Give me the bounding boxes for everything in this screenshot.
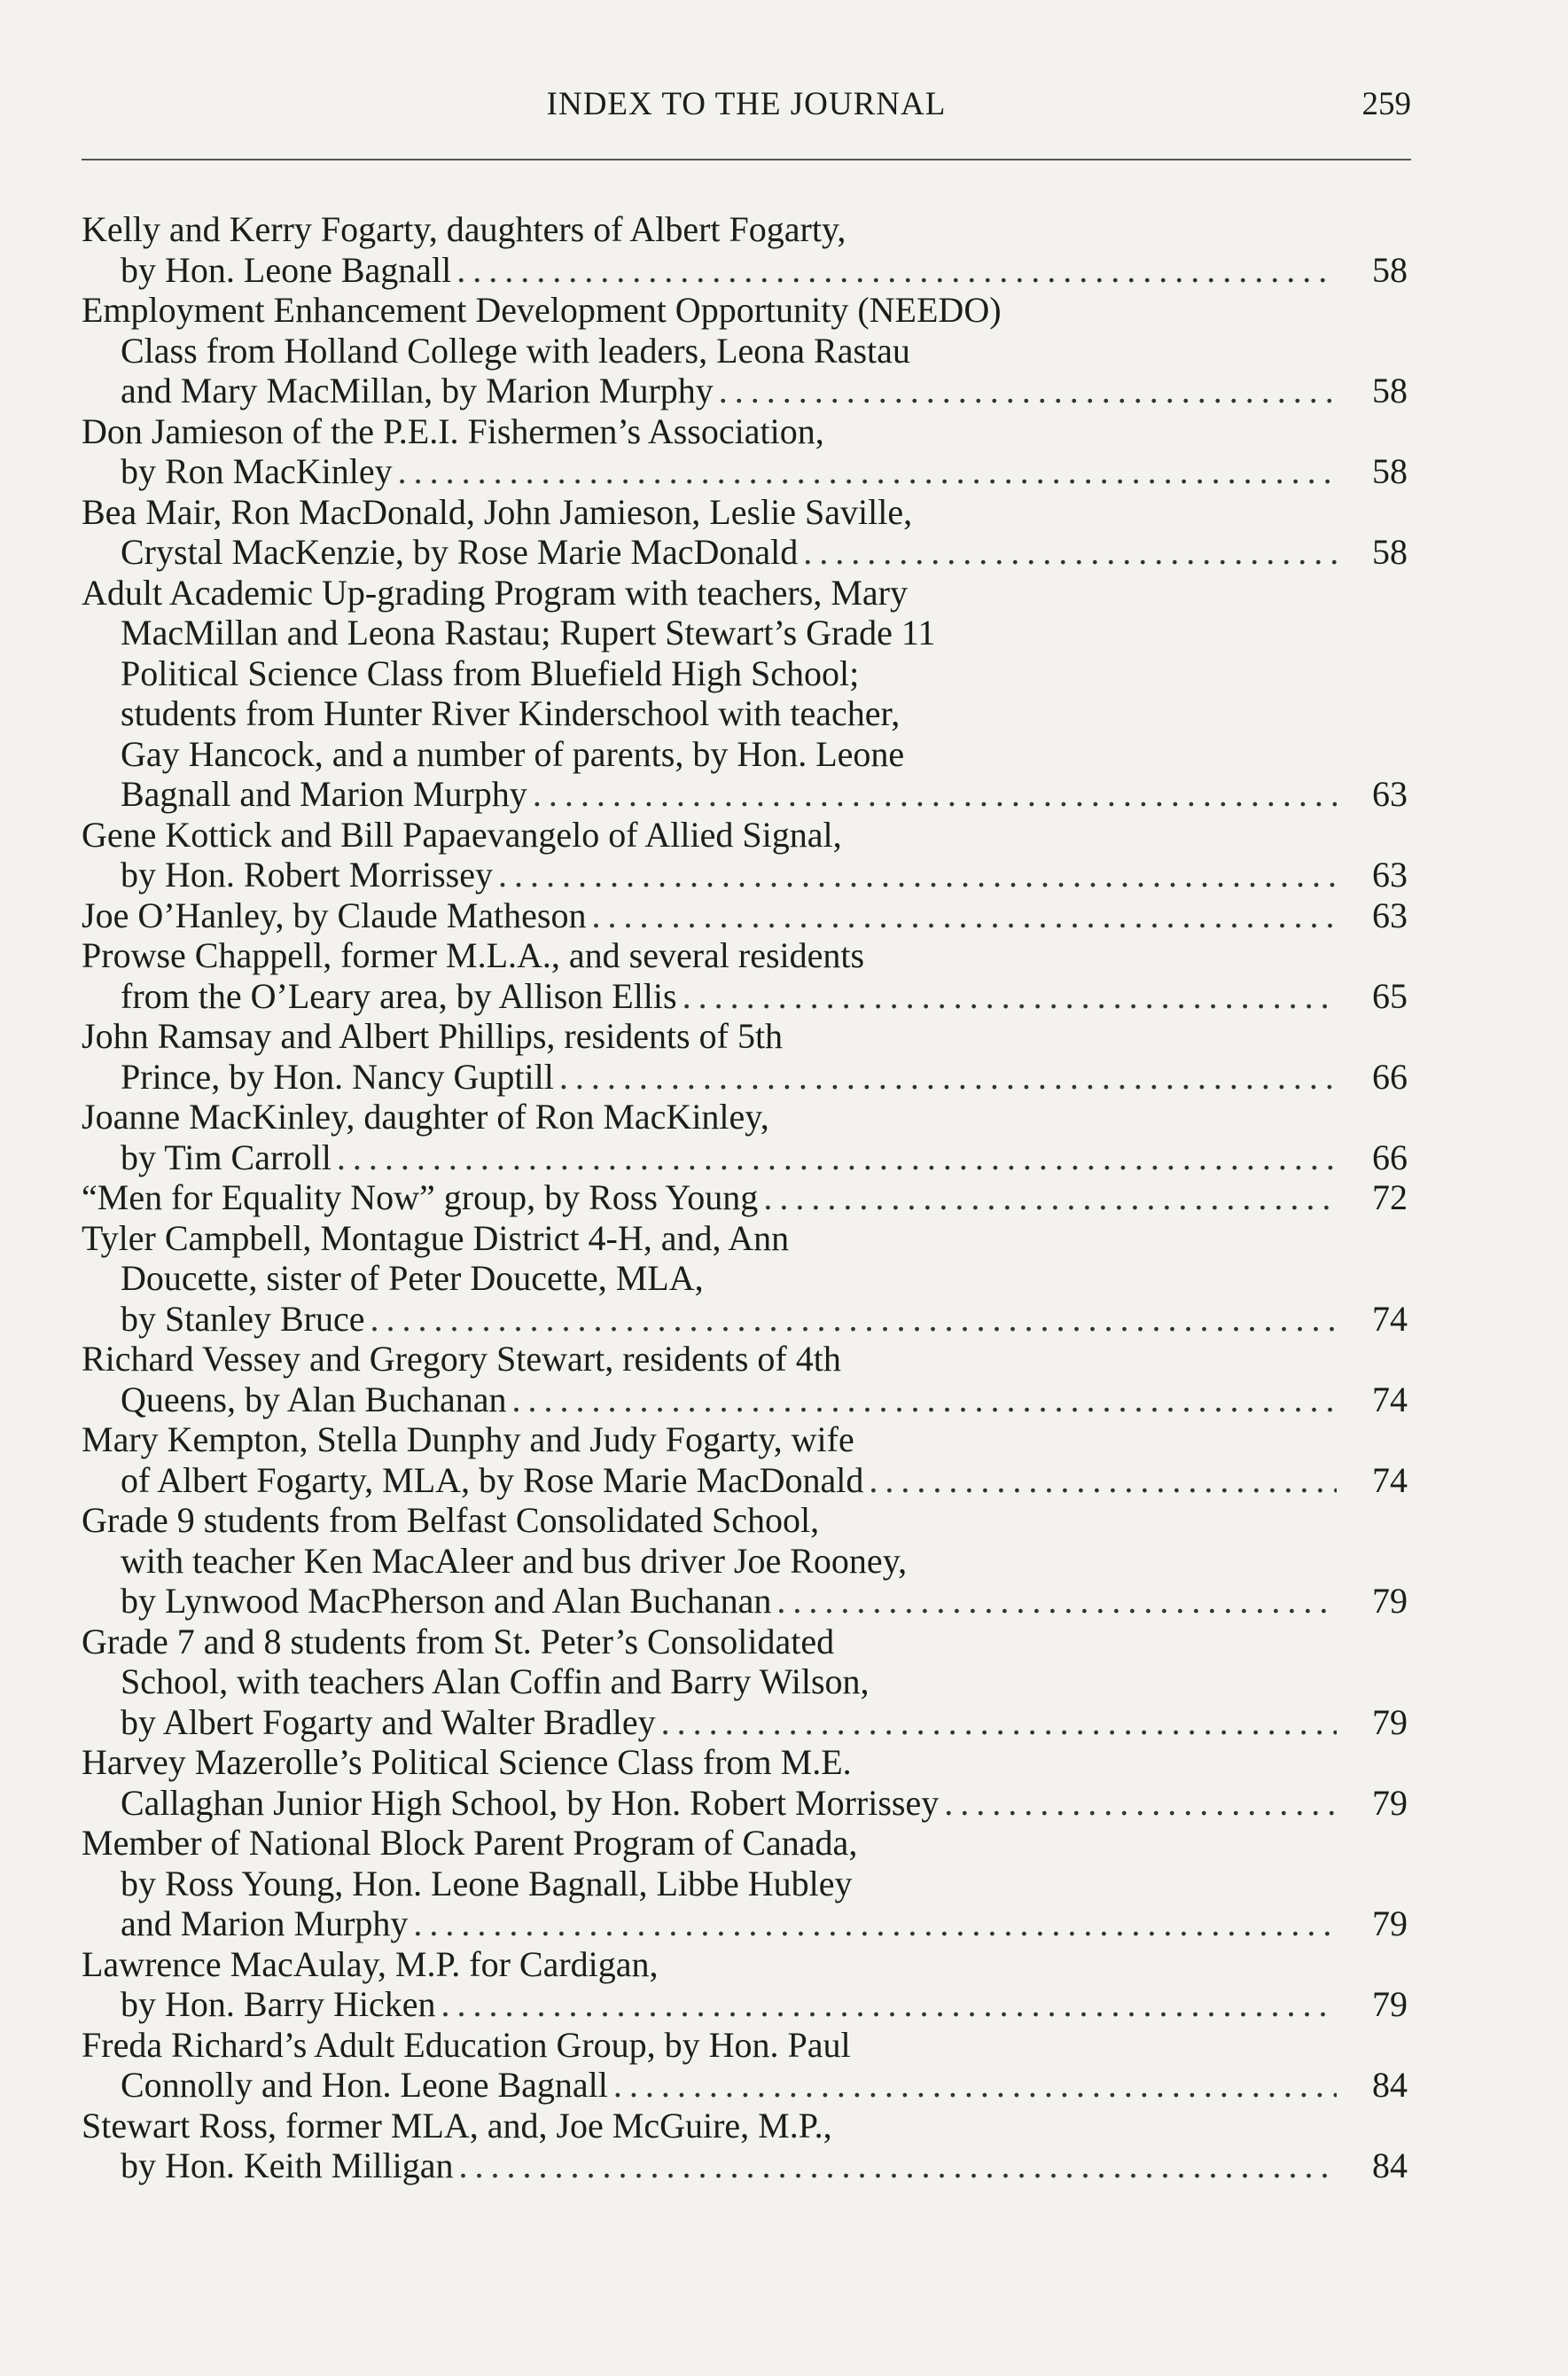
dot-leader — [592, 895, 1338, 936]
dot-leader — [683, 976, 1337, 1017]
entry-final-line — [82, 1783, 1411, 1824]
entry-page-number: 58 — [1372, 532, 1408, 572]
entry-line: with teacher Ken MacAleer and bus driver Joe Rooney, — [121, 1540, 908, 1581]
entry-line: Freda Richard’s Adult Education Group, by Hon. Paul — [82, 2024, 851, 2065]
entry-line: School, with teachers Alan Coffin and Barry Wilson, — [121, 1661, 870, 1701]
dot-leader — [498, 855, 1337, 895]
entry-line: Prince, by Hon. Nancy Guptill — [121, 1056, 554, 1097]
index-entry — [82, 2106, 1411, 2186]
entry-line: Bagnall and Marion Murphy — [121, 774, 527, 814]
entry-line: Employment Enhancement Development Opportunity (NEEDO) — [82, 290, 1002, 330]
index-entry — [82, 1218, 1411, 1340]
entry-line: by Ron MacKinley — [121, 451, 393, 491]
index-entry — [82, 290, 1411, 411]
dot-leader — [719, 371, 1337, 411]
entry-line: Queens, by Alan Buchanan — [121, 1379, 507, 1419]
entry-page-number: 79 — [1372, 1903, 1408, 1943]
entry-final-line — [82, 855, 1411, 895]
entry-final-line — [82, 1379, 1411, 1420]
entry-line: by Hon. Keith Milligan — [121, 2145, 454, 2185]
entry-final-line — [82, 371, 1411, 411]
dot-leader — [511, 1379, 1337, 1420]
entry-final-line — [82, 1057, 1411, 1098]
index-entry — [82, 895, 1411, 936]
entry-final-line — [82, 2145, 1411, 2186]
entry-final-line — [82, 1177, 1411, 1218]
entry-line: Stewart Ross, former MLA, and, Joe McGuire, M.P., — [82, 2105, 832, 2145]
dot-leader — [776, 1581, 1337, 1622]
index-entry — [82, 209, 1411, 290]
index-entry — [82, 1177, 1411, 1218]
entry-line: Adult Academic Up-grading Program with teachers, Mary — [82, 572, 908, 613]
entry-final-line — [82, 2065, 1411, 2106]
entry-page-number: 66 — [1372, 1056, 1408, 1097]
entry-final-line — [82, 1581, 1411, 1622]
entry-page-number: 74 — [1372, 1379, 1408, 1419]
dot-leader — [398, 451, 1337, 492]
entry-page-number: 65 — [1372, 975, 1408, 1016]
dot-leader — [613, 2065, 1337, 2106]
entry-line: Joanne MacKinley, daughter of Ron MacKinley, — [82, 1097, 769, 1137]
entry-final-line — [82, 1460, 1411, 1501]
entry-line: of Albert Fogarty, MLA, by Rose Marie MacDonald — [121, 1459, 864, 1500]
entry-line: Gene Kottick and Bill Papaevangelo of Allied Signal, — [82, 814, 842, 855]
page-number: 259 — [1361, 86, 1411, 122]
entry-line: Grade 9 students from Belfast Consolidated School, — [82, 1500, 820, 1540]
entry-line: Joe O’Hanley, by Claude Matheson — [82, 895, 587, 935]
entry-page-number: 63 — [1372, 774, 1408, 814]
entry-page-number: 79 — [1372, 1701, 1408, 1742]
dot-leader — [869, 1460, 1337, 1501]
dot-leader — [441, 1984, 1337, 2025]
index-entry — [82, 411, 1411, 492]
entry-line: and Mary MacMillan, by Marion Murphy — [121, 371, 714, 410]
entry-final-line — [82, 1984, 1411, 2025]
index-entry — [82, 1944, 1411, 2025]
dot-leader — [456, 250, 1337, 291]
entry-line: Class from Holland College with leaders, Leona Rastau — [121, 330, 910, 371]
entry-line: Grade 7 and 8 students from St. Peter’s Consolidated — [82, 1621, 835, 1661]
entry-line: from the O’Leary area, by Allison Ellis — [121, 975, 677, 1016]
entry-page-number: 74 — [1372, 1298, 1408, 1339]
dot-leader — [413, 1903, 1337, 1944]
entry-line: Don Jamieson of the P.E.I. Fishermen’s Association, — [82, 410, 824, 451]
entry-page-number: 58 — [1372, 371, 1408, 410]
dot-leader — [661, 1702, 1337, 1743]
entry-page-number: 84 — [1372, 2065, 1408, 2105]
entry-line: Richard Vessey and Gregory Stewart, residents of 4th — [82, 1339, 841, 1379]
entry-final-line — [82, 451, 1411, 492]
dot-leader — [803, 532, 1337, 573]
entry-final-line — [82, 1702, 1411, 1743]
entry-line: MacMillan and Leona Rastau; Rupert Stewart’s Grade 11 — [121, 613, 936, 653]
page-header — [82, 85, 1411, 138]
entry-final-line — [82, 976, 1411, 1017]
entry-line: by Lynwood MacPherson and Alan Buchanan — [121, 1581, 772, 1621]
entry-final-line — [82, 895, 1411, 936]
entry-line: by Hon. Barry Hicken — [121, 1984, 436, 2024]
entry-page-number: 63 — [1372, 895, 1408, 935]
entry-line: Kelly and Kerry Fogarty, daughters of Albert Fogarty, — [82, 209, 846, 249]
entry-final-line — [82, 1137, 1411, 1178]
entry-line: students from Hunter River Kinderschool with teacher, — [121, 693, 901, 733]
index-list — [82, 209, 1411, 2186]
entry-line: Political Science Class from Bluefield High School; — [121, 653, 860, 693]
entry-line: Connolly and Hon. Leone Bagnall — [121, 2065, 608, 2105]
entry-line: Crystal MacKenzie, by Rose Marie MacDonald — [121, 532, 799, 572]
index-entry — [82, 2025, 1411, 2106]
index-entry — [82, 1742, 1411, 1823]
index-entry — [82, 1622, 1411, 1743]
index-entry — [82, 573, 1411, 815]
entry-line: Member of National Block Parent Program of Canada, — [82, 1823, 858, 1863]
index-entry — [82, 935, 1411, 1016]
entry-line: Doucette, sister of Peter Doucette, MLA, — [121, 1258, 704, 1298]
entry-page-number: 84 — [1372, 2145, 1408, 2185]
entry-line: John Ramsay and Albert Phillips, residents of 5th — [82, 1016, 784, 1056]
entry-page-number: 66 — [1372, 1137, 1408, 1177]
running-title: INDEX TO THE JOURNAL — [546, 86, 947, 122]
index-entry — [82, 492, 1411, 573]
index-entry — [82, 1016, 1411, 1097]
dot-leader — [459, 2145, 1337, 2186]
entry-final-line — [82, 774, 1411, 815]
index-entry — [82, 1419, 1411, 1500]
dot-leader — [763, 1177, 1337, 1218]
entry-line: by Hon. Robert Morrissey — [121, 855, 493, 895]
entry-line: Bea Mair, Ron MacDonald, John Jamieson, Leslie Saville, — [82, 491, 913, 532]
entry-line: Mary Kempton, Stella Dunphy and Judy Fogarty, wife — [82, 1419, 854, 1459]
entry-line: by Ross Young, Hon. Leone Bagnall, Libbe Hubley — [121, 1863, 853, 1903]
entry-final-line — [82, 532, 1411, 573]
entry-page-number: 58 — [1372, 451, 1408, 491]
entry-page-number: 72 — [1372, 1177, 1408, 1217]
entry-line: and Marion Murphy — [121, 1903, 409, 1943]
entry-line: Prowse Chappell, former M.L.A., and several residents — [82, 935, 865, 975]
dot-leader — [533, 774, 1337, 815]
entry-line: Lawrence MacAulay, M.P. for Cardigan, — [82, 1943, 659, 1984]
index-entry — [82, 815, 1411, 895]
entry-page-number: 63 — [1372, 855, 1408, 895]
entry-page-number: 79 — [1372, 1782, 1408, 1823]
entry-page-number: 79 — [1372, 1984, 1408, 2024]
entry-line: Harvey Mazerolle’s Political Science Class from M.E. — [82, 1742, 852, 1782]
entry-final-line — [82, 1903, 1411, 1944]
index-entry — [82, 1097, 1411, 1177]
entry-page-number: 74 — [1372, 1459, 1408, 1500]
dot-leader — [371, 1299, 1338, 1340]
entry-final-line — [82, 1299, 1411, 1340]
index-entry — [82, 1500, 1411, 1622]
entry-page-number: 79 — [1372, 1581, 1408, 1621]
entry-line: Gay Hancock, and a number of parents, by Hon. Leone — [121, 733, 905, 774]
entry-line: by Hon. Leone Bagnall — [121, 249, 452, 290]
dot-leader — [559, 1057, 1337, 1098]
entry-final-line — [82, 250, 1411, 291]
entry-line: Callaghan Junior High School, by Hon. Robert Morrissey — [121, 1782, 940, 1823]
entry-page-number: 58 — [1372, 249, 1408, 290]
entry-line: by Albert Fogarty and Walter Bradley — [121, 1701, 656, 1742]
dot-leader — [944, 1783, 1337, 1824]
entry-line: by Stanley Bruce — [121, 1298, 365, 1339]
entry-line: Tyler Campbell, Montague District 4-H, and, Ann — [82, 1217, 790, 1258]
header-rule — [82, 159, 1411, 160]
entry-line: “Men for Equality Now” group, by Ross Young — [82, 1177, 759, 1217]
index-entry — [82, 1823, 1411, 1944]
entry-line: by Tim Carroll — [121, 1137, 332, 1177]
dot-leader — [337, 1137, 1337, 1178]
index-entry — [82, 1339, 1411, 1419]
